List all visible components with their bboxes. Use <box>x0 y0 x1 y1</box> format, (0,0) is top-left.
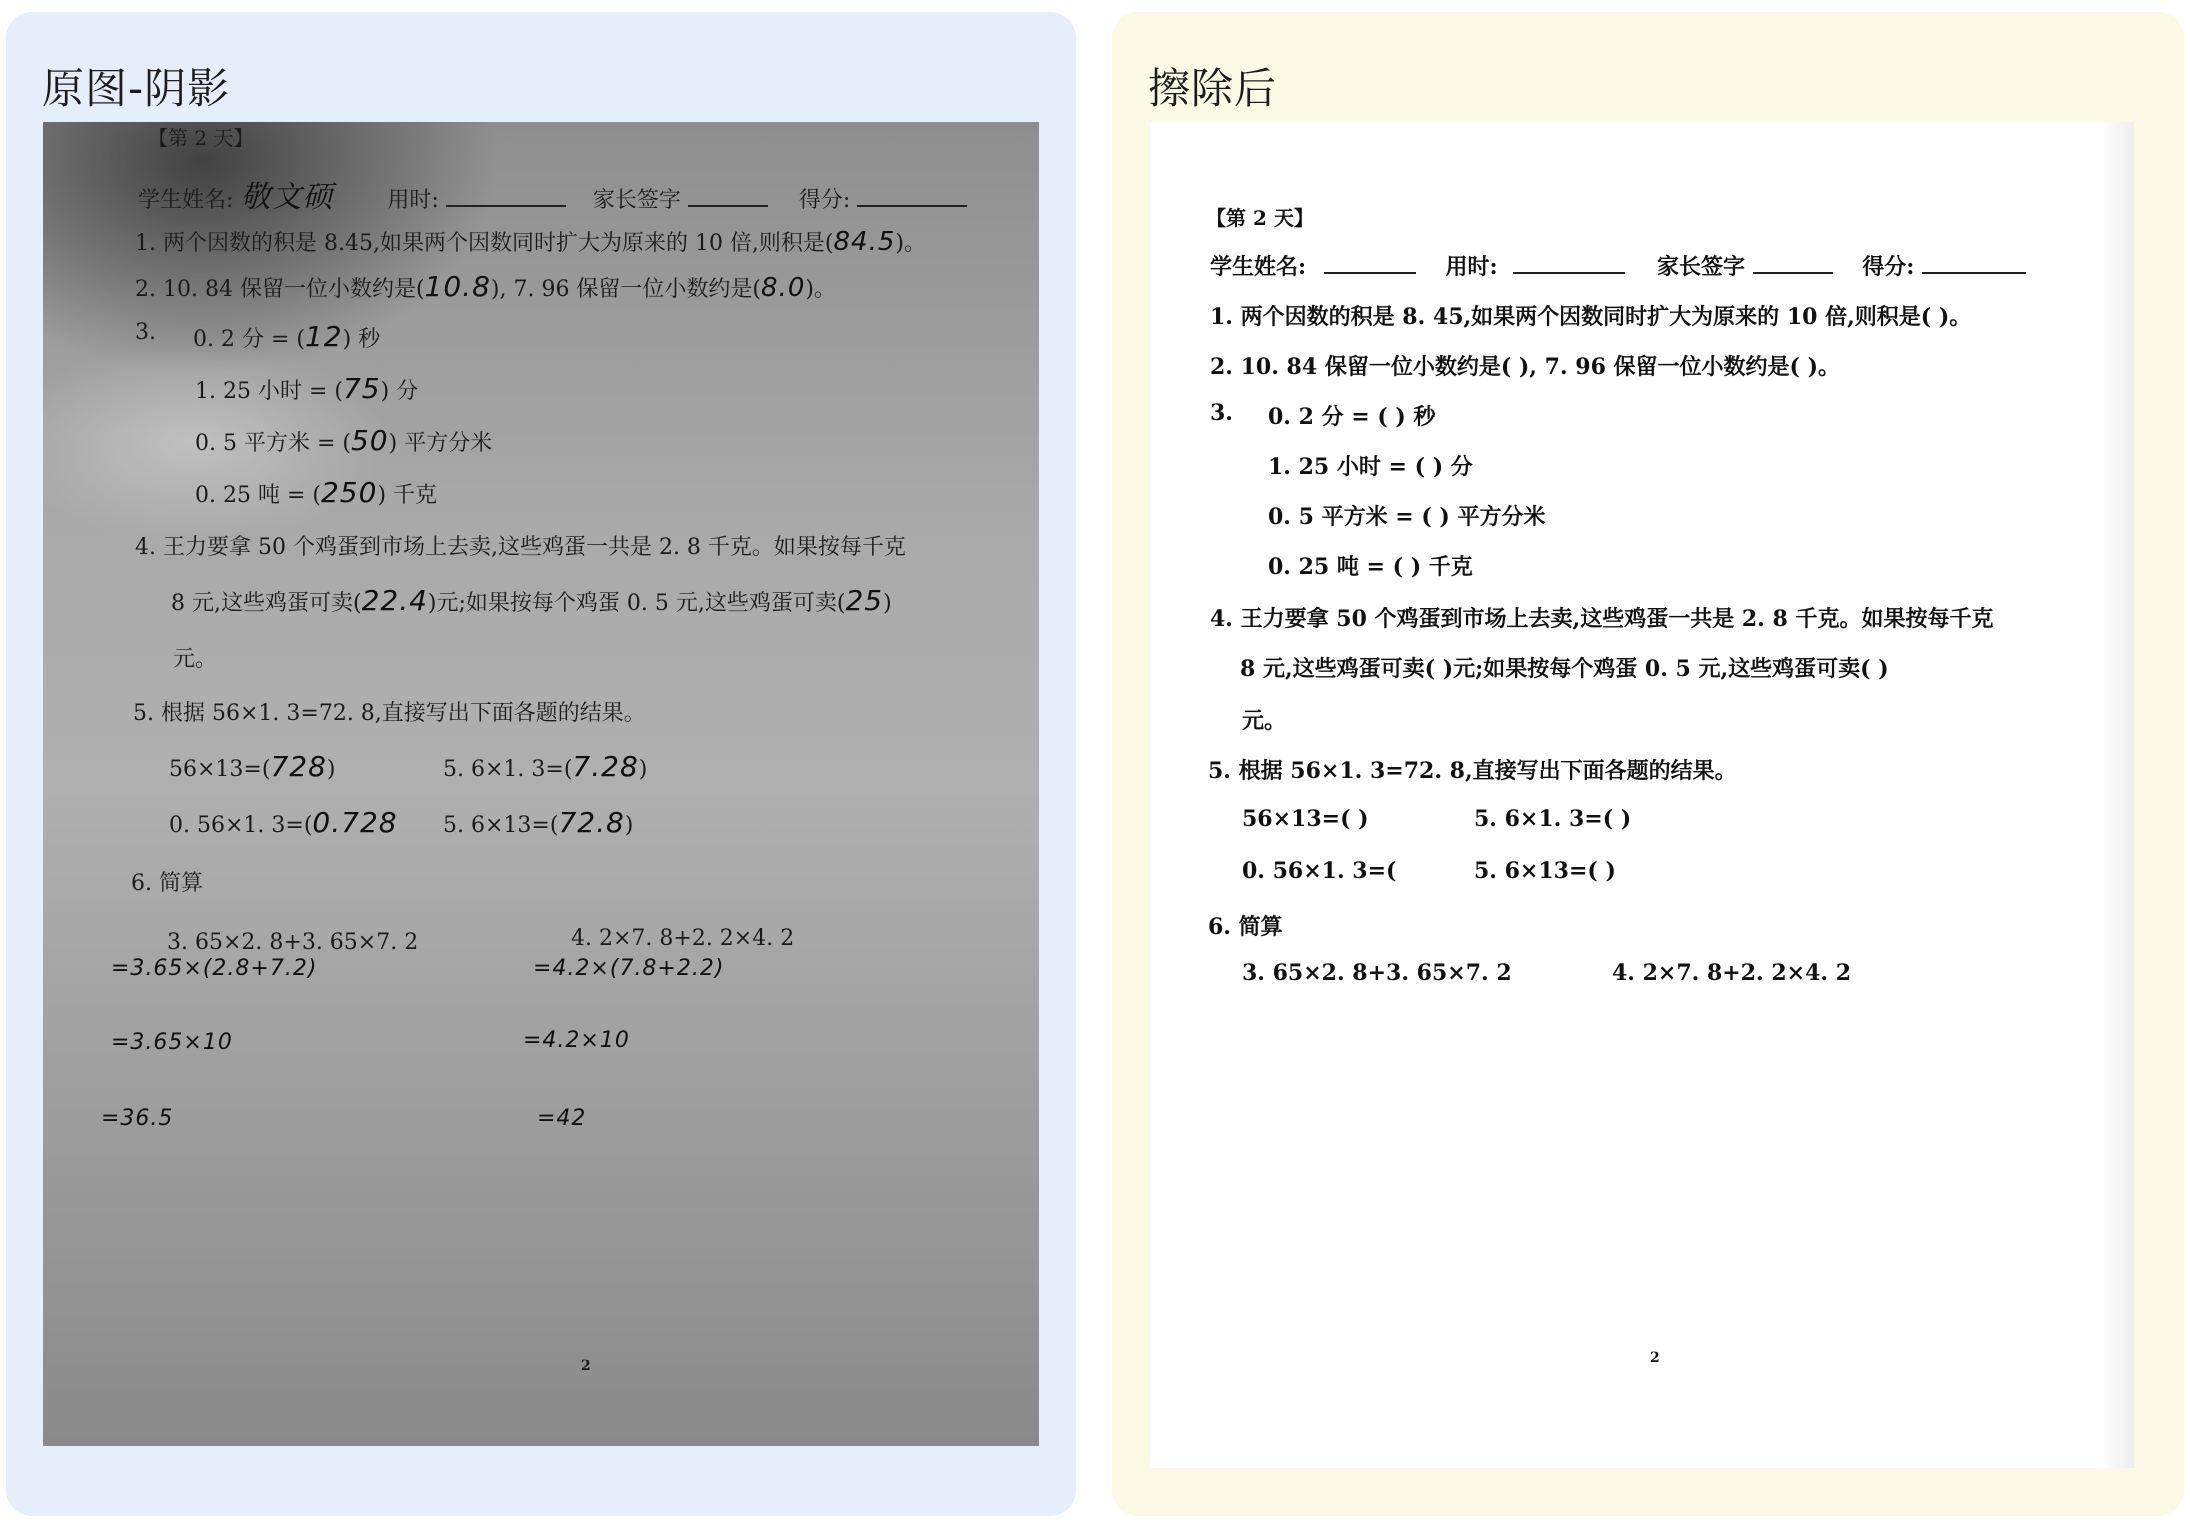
work-1-step-1: =3.65×(2.8+7.2) <box>111 956 318 981</box>
work-1-step-2: =3.65×10 <box>111 1030 233 1055</box>
time-blank <box>446 205 566 207</box>
student-name-label: 学生姓名: <box>138 188 234 213</box>
answer-q2-2: 8.0 <box>761 273 806 303</box>
header-row <box>1210 250 2026 281</box>
day-label: 【第 2 天】 <box>148 126 254 150</box>
question-6-problem-2: 4. 2×7. 8+2. 2×4. 2 <box>571 926 795 951</box>
question-5-eq-4: 5. 6×13=( ) <box>1474 858 1616 884</box>
answer-q5-2: 7.28 <box>572 750 639 783</box>
answer-q2-1: 10.8 <box>424 270 491 303</box>
answer-q1: 84.5 <box>833 227 896 257</box>
panel-title-erased: 擦除后 <box>1148 64 1278 113</box>
erased-panel <box>1112 12 2184 1516</box>
question-4-line-3: 元。 <box>1242 708 1287 734</box>
answer-q4-2: 25 <box>845 584 884 617</box>
score-blank <box>857 205 967 207</box>
question-6-problem-1: 3. 65×2. 8+3. 65×7. 2 <box>167 930 419 955</box>
student-name-handwriting: 敬文硕 <box>240 180 334 215</box>
question-5-eq-3: 0. 56×1. 3=(0.728 <box>169 806 398 839</box>
question-3-row-1: 0. 2 分 = (12) 秒 <box>193 320 381 353</box>
answer-q5-4: 72.8 <box>558 806 625 839</box>
work-2-step-3: =42 <box>537 1106 587 1131</box>
work-2-step-1: =4.2×(7.8+2.2) <box>533 956 725 981</box>
question-4-line-3: 元。 <box>173 647 218 672</box>
score-blank <box>1922 272 2026 274</box>
time-label: 用时: <box>387 188 439 213</box>
question-3-row-4: 0. 25 吨 = ( ) 千克 <box>1268 554 1473 580</box>
question-4-line-2: 8 元,这些鸡蛋可卖(22.4)元;如果按每个鸡蛋 0. 5 元,这些鸡蛋可卖(25) <box>171 584 892 617</box>
question-3-row-3: 0. 5 平方米 = (50) 平方分米 <box>195 424 493 457</box>
question-3-label: 3. <box>1210 400 1233 426</box>
answer-q3-4: 250 <box>320 476 378 509</box>
page-number: 2 <box>581 1358 591 1374</box>
question-5-eq-1: 56×13=(728) <box>169 750 336 783</box>
parent-sign-label: 家长签字 <box>1656 254 1745 280</box>
answer-q3-1: 12 <box>304 320 343 353</box>
question-4-line-2: 8 元,这些鸡蛋可卖( )元;如果按每个鸡蛋 0. 5 元,这些鸡蛋可卖( ) <box>1240 656 1889 682</box>
work-1-step-3: =36.5 <box>101 1106 174 1131</box>
question-6-problem-1: 3. 65×2. 8+3. 65×7. 2 <box>1242 960 1512 986</box>
question-5-eq-3: 0. 56×1. 3=( <box>1242 858 1397 884</box>
score-label: 得分: <box>798 188 851 213</box>
question-6-title: 6. 简算 <box>131 871 203 896</box>
question-1: 1. 两个因数的积是 8.45,如果两个因数同时扩大为原来的 10 倍,则积是(84.5)。 <box>135 227 926 257</box>
question-5-title: 5. 根据 56×1. 3=72. 8,直接写出下面各题的结果。 <box>133 701 646 726</box>
answer-q5-3: 0.728 <box>312 806 398 839</box>
question-5-title: 5. 根据 56×1. 3=72. 8,直接写出下面各题的结果。 <box>1208 758 1737 784</box>
parent-sign-blank <box>688 205 768 207</box>
erased-worksheet-image <box>1150 122 2134 1468</box>
time-blank <box>1513 272 1625 274</box>
question-6-title: 6. 简算 <box>1208 914 1283 940</box>
question-3-row-3: 0. 5 平方米 = ( ) 平方分米 <box>1268 504 1546 530</box>
question-4-line-1: 4. 王力要拿 50 个鸡蛋到市场上去卖,这些鸡蛋一共是 2. 8 千克。如果按每千克 <box>135 535 906 560</box>
question-5-eq-2: 5. 6×1. 3=(7.28) <box>443 750 648 783</box>
question-3-row-2: 1. 25 小时 = (75) 分 <box>195 372 419 405</box>
answer-q3-3: 50 <box>350 424 389 457</box>
question-5-eq-2: 5. 6×1. 3=( ) <box>1474 806 1632 832</box>
question-5-eq-1: 56×13=( ) <box>1242 806 1369 832</box>
question-4-line-1: 4. 王力要拿 50 个鸡蛋到市场上去卖,这些鸡蛋一共是 2. 8 千克。如果按每千克 <box>1210 606 1994 632</box>
parent-sign-blank <box>1753 272 1833 274</box>
student-name-label: 学生姓名: <box>1210 254 1307 280</box>
question-3-row-4: 0. 25 吨 = (250) 千克 <box>195 476 438 509</box>
question-2: 2. 10. 84 保留一位小数约是( ), 7. 96 保留一位小数约是( )。 <box>1210 354 1841 380</box>
parent-sign-label: 家长签字 <box>592 188 681 213</box>
original-panel <box>6 12 1076 1516</box>
day-label: 【第 2 天】 <box>1206 206 1314 230</box>
question-3-row-2: 1. 25 小时 = ( ) 分 <box>1268 454 1473 480</box>
panel-title-original: 原图-阴影 <box>42 64 231 113</box>
answer-q5-1: 728 <box>270 750 327 783</box>
question-3-label: 3. <box>135 320 156 345</box>
answer-q4-1: 22.4 <box>361 584 428 617</box>
question-1: 1. 两个因数的积是 8. 45,如果两个因数同时扩大为原来的 10 倍,则积是( )。 <box>1210 304 1972 330</box>
time-label: 用时: <box>1445 254 1498 280</box>
work-2-step-2: =4.2×10 <box>523 1028 630 1053</box>
student-name-blank <box>1324 272 1416 274</box>
question-6-problem-2: 4. 2×7. 8+2. 2×4. 2 <box>1612 960 1852 986</box>
question-3-row-1: 0. 2 分 = ( ) 秒 <box>1268 404 1436 430</box>
question-2: 2. 10. 84 保留一位小数约是(10.8), 7. 96 保留一位小数约是(8.0)。 <box>135 270 836 303</box>
header-row <box>138 172 967 216</box>
original-worksheet-image <box>43 122 1039 1446</box>
page-number: 2 <box>1650 1350 1660 1366</box>
question-5-eq-4: 5. 6×13=(72.8) <box>443 806 634 839</box>
score-label: 得分: <box>1862 254 1915 280</box>
answer-q3-2: 75 <box>342 372 381 405</box>
page-fold-shading <box>2100 122 2134 1468</box>
